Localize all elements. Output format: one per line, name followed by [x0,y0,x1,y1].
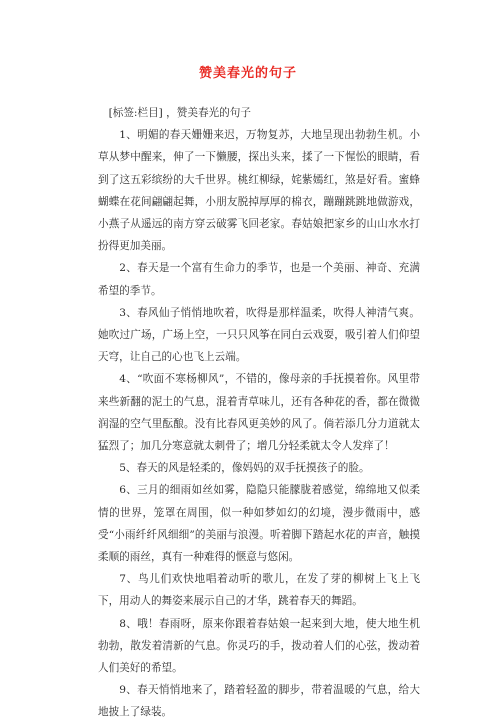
article-paragraph-8: 8、哦！春雨呀，原来你跟着春姑娘一起来到大地，使大地生机勃勃，散发着清新的气息。你灵巧的手，拨动着人们的心弦，拨动着人们美好的希望。 [98,617,420,675]
page-title: 赞美春光的句子 [198,66,297,81]
article-paragraph-5: 5、春天的风是轻柔的，像妈妈的双手抚摸孩子的脸。 [119,462,370,475]
article-paragraph-7: 7、鸟儿们欢快地唱着动听的歌儿，在发了芽的柳树上飞上飞下，用动人的舞姿来展示自己的才华，跳着春天的舞蹈。 [98,573,420,608]
article-paragraph-4: 4、“吹面不寒杨柳风”，不错的，像母亲的手抚摸着你。风里带来些新翻的泥土的气息，混着青草味儿，还有各种花的香，都在微微润湿的空气里酝酿。没有比春风更美妙的风了。倘若添几分力道就太猛烈了；加几分寒意就太刺骨了；增几分轻柔就太令人发痒了！ [98,373,420,453]
article-paragraph-3: 3、春风仙子悄悄地吹着，吹得是那样温柔，吹得人神清气爽。她吹过广场，广场上空，一只只风筝在同白云戏耍，吸引着人们仰望天穹，让自己的心也飞上云端。 [98,306,420,364]
article-tagline: [标签:栏目] ，赞美春光的句子 [108,107,251,119]
article-paragraph-9: 9、春天悄悄地来了，踏着轻盈的脚步，带着温暖的气息，给大地披上了绿装。 [98,684,420,719]
article-paragraph-6: 6、三月的细雨如丝如雾，隐隐只能朦胧着感觉，绵绵地又似柔情的世界，笼罩在周围，似一种如梦如幻的幻境，漫步微雨中，感受“小雨纤纤风细细”的美丽与浪漫。听着脚下踏起水花的声音，触摸柔顺的雨丝，真有一种难得的惬意与悠闲。 [98,484,420,564]
article-body [98,102,420,724]
article-paragraph-2: 2、春天是一个富有生命力的季节，也是一个美丽、神奇、充满希望的季节。 [98,262,420,297]
article-paragraph-1: 1、明媚的春天姗姗来迟，万物复苏，大地呈现出勃勃生机。小草从梦中醒来，伸了一下懒腰，探出头来，揉了一下惺忪的眼睛，看到了这五彩缤纷的大千世界。桃红柳绿，姹紫嫣红，煞是好看。蜜蜂蝴蝶在花间翩翩起舞，小朋友脱掉厚厚的棉衣，蹦蹦跳跳地做游戏，小燕子从遥远的南方穿云破雾飞回老家。春姑娘把家乡的山山水水打扮得更加美丽。 [98,129,420,253]
